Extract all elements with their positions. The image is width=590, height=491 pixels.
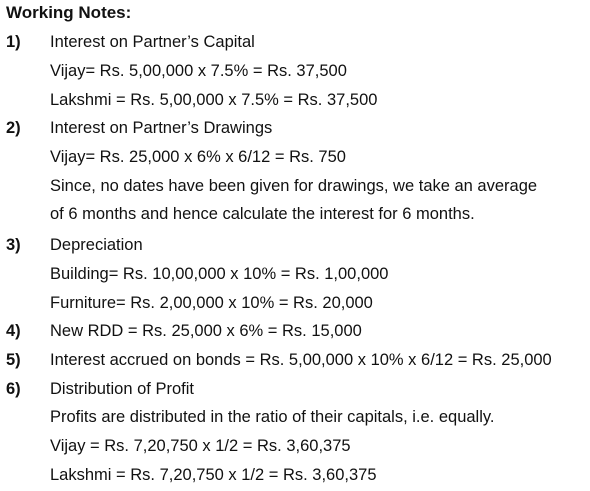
note-4-heading: New RDD = Rs. 25,000 x 6% = Rs. 15,000 — [50, 322, 362, 340]
note-2-line-3: of 6 months and hence calculate the interest for 6 months. — [50, 205, 475, 223]
note-6-line-1: Profits are distributed in the ratio of their capitals, i.e. equally. — [50, 408, 495, 426]
note-6-line-2: Vijay = Rs. 7,20,750 x 1/2 = Rs. 3,60,375 — [50, 437, 351, 455]
note-3-heading: Depreciation — [50, 236, 143, 254]
note-5-heading: Interest accrued on bonds = Rs. 5,00,000 x 10% x 6/12 = Rs. 25,000 — [50, 351, 552, 369]
note-4-number: 4) — [6, 322, 21, 340]
note-1-number: 1) — [6, 33, 21, 51]
note-6-heading: Distribution of Profit — [50, 380, 194, 398]
note-1-heading: Interest on Partner’s Capital — [50, 33, 255, 51]
page-title: Working Notes: — [6, 3, 132, 22]
note-3-line-2: Furniture= Rs. 2,00,000 x 10% = Rs. 20,000 — [50, 294, 373, 312]
note-2-number: 2) — [6, 119, 21, 137]
note-3-line-1: Building= Rs. 10,00,000 x 10% = Rs. 1,00,000 — [50, 265, 389, 283]
note-6-number: 6) — [6, 380, 21, 398]
note-6-line-3: Lakshmi = Rs. 7,20,750 x 1/2 = Rs. 3,60,375 — [50, 466, 377, 484]
note-1-line-2: Lakshmi = Rs. 5,00,000 x 7.5% = Rs. 37,500 — [50, 91, 378, 109]
note-2-line-2: Since, no dates have been given for drawings, we take an average — [50, 177, 538, 195]
note-2-heading: Interest on Partner’s Drawings — [50, 119, 273, 137]
note-1-line-1: Vijay= Rs. 5,00,000 x 7.5% = Rs. 37,500 — [50, 62, 347, 80]
note-2-line-1: Vijay= Rs. 25,000 x 6% x 6/12 = Rs. 750 — [50, 148, 346, 166]
note-3-number: 3) — [6, 236, 21, 254]
note-5-number: 5) — [6, 351, 21, 369]
